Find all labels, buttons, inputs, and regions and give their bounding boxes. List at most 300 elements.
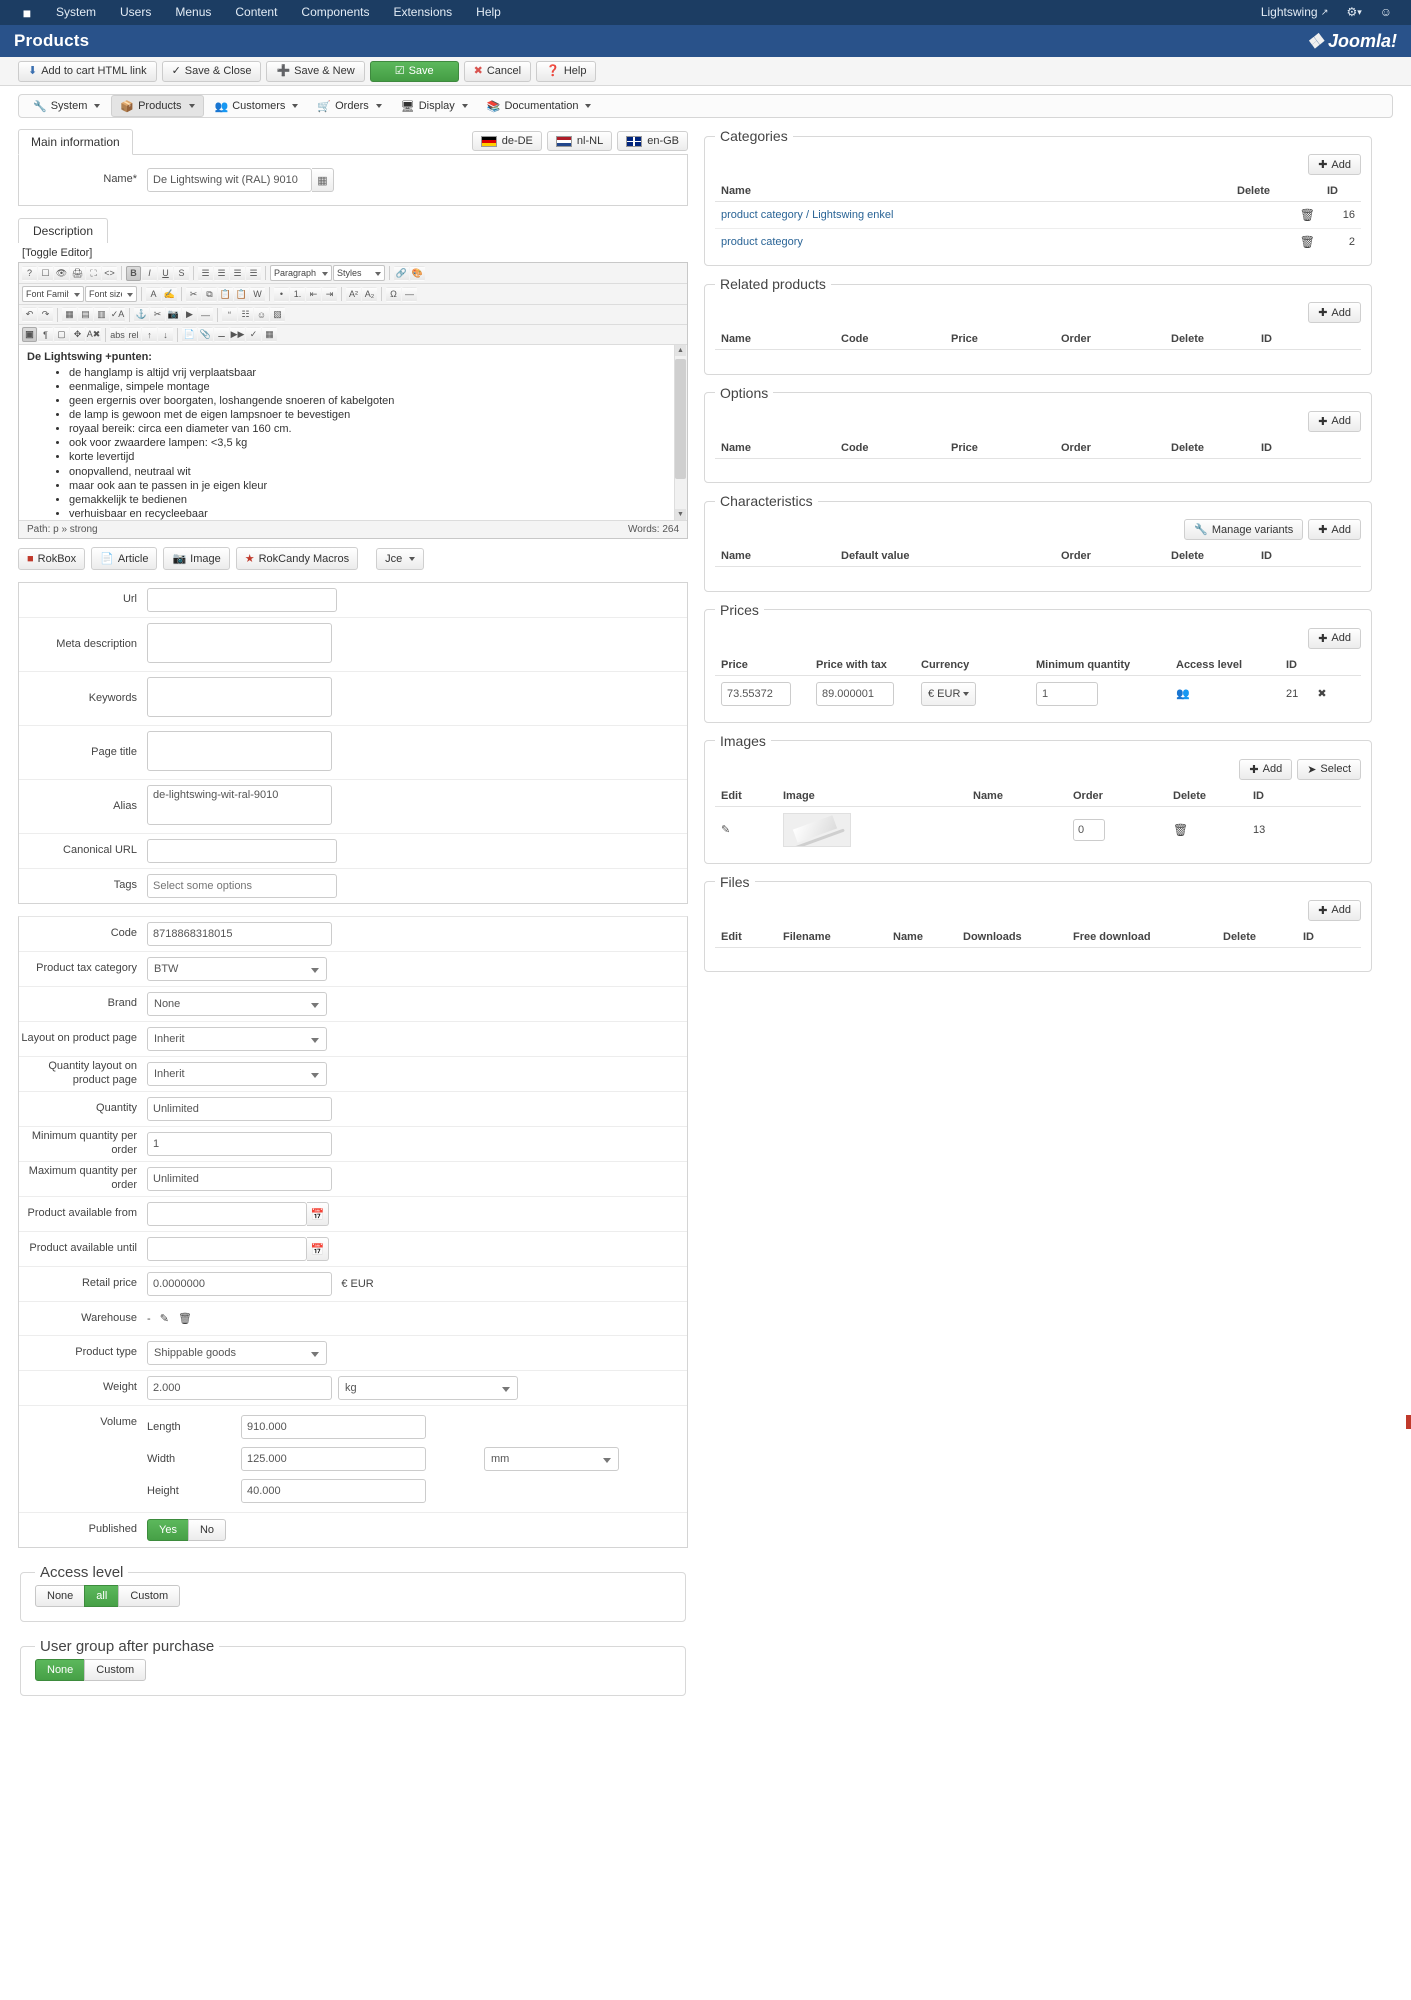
- box-icon: 📦: [120, 100, 135, 113]
- related-products-add-label: Add: [1331, 306, 1351, 319]
- table-row: [715, 675, 1361, 712]
- prices-legend: Prices: [720, 601, 759, 618]
- move-forward-icon[interactable]: ↑: [142, 327, 157, 342]
- seo-fields-panel: [18, 582, 688, 904]
- save-new-label: Save & New: [294, 64, 355, 77]
- link-icon[interactable]: 🔗: [394, 266, 409, 281]
- special-character-icon[interactable]: Ω: [386, 287, 401, 302]
- scroll-down-icon[interactable]: ▼: [675, 509, 686, 520]
- images-add-button[interactable]: [1239, 759, 1292, 780]
- check-icon: ✓: [171, 64, 181, 77]
- menu-components[interactable]: Components: [301, 5, 370, 19]
- alias-input[interactable]: [147, 785, 332, 825]
- retail-price-row: [19, 1267, 687, 1302]
- cut-icon[interactable]: ✂: [186, 287, 201, 302]
- subnav-label-documentation: Documentation: [504, 100, 579, 112]
- length-label: Length: [147, 1421, 181, 1433]
- download-icon: ⬇: [28, 64, 38, 77]
- save-button[interactable]: [370, 61, 459, 82]
- font-family-select[interactable]: [22, 286, 84, 302]
- italic-icon[interactable]: I: [142, 266, 157, 281]
- list-item: • royaal bereik: circa een diameter van 160 cm.: [69, 422, 679, 436]
- user-icon[interactable]: ☺: [1379, 5, 1392, 19]
- align-right-icon[interactable]: ☰: [230, 266, 245, 281]
- price-input[interactable]: [721, 682, 791, 706]
- options-col-order: Order: [1055, 438, 1165, 459]
- move-backward-icon[interactable]: ↓: [158, 327, 173, 342]
- product-type-select[interactable]: [147, 1341, 327, 1365]
- editor-toolbar-row-3: [19, 305, 687, 325]
- images-add-label: Add: [1262, 763, 1283, 775]
- weight-unit-select[interactable]: [338, 1376, 518, 1400]
- brand-label: Brand: [107, 997, 137, 1010]
- style-abs-icon[interactable]: abs: [110, 327, 125, 342]
- menu-users[interactable]: Users: [120, 5, 152, 19]
- subnav-item-system[interactable]: [25, 95, 108, 117]
- site-name-link[interactable]: [1252, 0, 1338, 25]
- prices-table: [715, 655, 1361, 712]
- retail-price-input[interactable]: [147, 1272, 332, 1296]
- files-col-filename: Filename: [777, 927, 887, 948]
- lang-button-gb[interactable]: [617, 131, 688, 151]
- list-item: • korte levertijd: [69, 450, 679, 464]
- images-col-name: Name: [967, 786, 1067, 807]
- source-code-icon[interactable]: <>: [102, 266, 117, 281]
- subnav-label-display: Display: [418, 100, 455, 112]
- published-no-button[interactable]: No: [188, 1519, 226, 1541]
- height-input[interactable]: [241, 1479, 426, 1503]
- left-column-spacer: [18, 1696, 688, 1726]
- editor-select-label: Jce: [385, 552, 403, 565]
- available-until-row: [19, 1232, 687, 1267]
- editor-select[interactable]: [376, 548, 424, 570]
- align-justify-icon[interactable]: ☰: [246, 266, 261, 281]
- subnav-item-customers[interactable]: [207, 95, 307, 117]
- subnav-item-display[interactable]: [393, 95, 476, 117]
- quantity-input[interactable]: [147, 1097, 332, 1121]
- insert-layer-icon[interactable]: ▢: [54, 327, 69, 342]
- maximum-quantity-input[interactable]: [147, 1167, 332, 1191]
- image-icon: 📷: [172, 553, 187, 565]
- paste-word-icon[interactable]: W: [250, 287, 265, 302]
- characteristics-col-default: Default value: [835, 546, 1055, 567]
- rokbox-button[interactable]: [18, 548, 85, 570]
- name-input-addon-icon[interactable]: ▦: [312, 168, 334, 192]
- published-toggle: [147, 1519, 226, 1541]
- prices-col-price: Price: [715, 655, 810, 676]
- subscript-icon[interactable]: A₂: [362, 287, 377, 302]
- meta-description-label: Meta description: [56, 637, 137, 650]
- name-field-label: Name *: [19, 173, 147, 187]
- related-products-add-button[interactable]: [1308, 302, 1361, 323]
- related-col-price: Price: [945, 329, 1055, 350]
- table-row: [715, 806, 1361, 853]
- tab-main-information[interactable]: Main information: [18, 129, 133, 155]
- editor-scroll-thumb[interactable]: [675, 359, 686, 479]
- move-layer-icon[interactable]: ✥: [70, 327, 85, 342]
- url-row: [19, 583, 687, 618]
- layer-icon[interactable]: ▧: [270, 307, 285, 322]
- subnav-item-orders[interactable]: [309, 95, 389, 117]
- options-add-button[interactable]: [1308, 411, 1361, 432]
- minimum-quantity-row: [19, 1127, 687, 1162]
- table-icon[interactable]: ▦: [62, 307, 77, 322]
- outdent-icon[interactable]: ⇤: [306, 287, 321, 302]
- list-item: • de hanglamp is altijd vrij verplaatsbaar: [69, 366, 679, 380]
- align-left-icon[interactable]: ☰: [198, 266, 213, 281]
- calendar-icon[interactable]: 📅: [307, 1237, 329, 1261]
- options-col-price: Price: [945, 438, 1055, 459]
- page-title: Products: [14, 31, 90, 50]
- rokbox-icon: ■: [27, 552, 34, 565]
- paragraph-format-select[interactable]: [270, 265, 332, 281]
- related-products-table: [715, 329, 1361, 364]
- list-item: • onopvallend, neutraal wit: [69, 465, 679, 479]
- table-column-icon[interactable]: ▥: [94, 307, 109, 322]
- scroll-up-icon[interactable]: ▲: [675, 345, 686, 356]
- options-col-name: Name: [715, 438, 835, 459]
- image-id: 13: [1253, 823, 1266, 836]
- style-rel-icon[interactable]: rel: [126, 327, 141, 342]
- characteristics-legend: Characteristics: [720, 493, 813, 509]
- categories-table: [715, 181, 1361, 255]
- table-row-icon[interactable]: ▤: [78, 307, 93, 322]
- user-group-none-button[interactable]: None: [35, 1659, 85, 1681]
- options-toolbar: [715, 411, 1361, 432]
- quantity-layout-row: [19, 1057, 687, 1092]
- image-button[interactable]: [163, 547, 229, 570]
- help-icon[interactable]: ?: [22, 266, 37, 281]
- canonical-url-input[interactable]: [147, 839, 337, 863]
- table-row: [715, 229, 1361, 256]
- user-group-custom-button[interactable]: Custom: [84, 1659, 146, 1681]
- align-center-icon[interactable]: ☰: [214, 266, 229, 281]
- brand-select[interactable]: [147, 992, 327, 1016]
- help-label: Help: [563, 64, 587, 77]
- help-icon: ❓: [546, 64, 560, 77]
- prices-fieldset: [704, 602, 1372, 723]
- spellcheck-icon[interactable]: ✓A: [110, 307, 125, 322]
- indent-icon[interactable]: ⇥: [322, 287, 337, 302]
- menu-extensions[interactable]: Extensions: [393, 5, 453, 19]
- subnav-item-products[interactable]: [111, 95, 203, 117]
- images-col-id: ID: [1247, 786, 1361, 807]
- lang-button-nl[interactable]: [547, 131, 612, 151]
- keywords-label: Keywords: [88, 691, 137, 704]
- tags-input[interactable]: [147, 874, 337, 898]
- editor-toolbar-row-4: [19, 325, 687, 345]
- images-col-image: Image: [777, 786, 967, 807]
- print-icon[interactable]: 🖨: [70, 266, 85, 281]
- add-to-cart-html-link-button[interactable]: [18, 61, 157, 82]
- grid-icon[interactable]: ▦: [262, 327, 277, 342]
- check-in-icon[interactable]: ✓: [246, 327, 261, 342]
- users-icon: 👥: [214, 100, 229, 113]
- category-link[interactable]: product category: [721, 236, 803, 248]
- characteristics-col-name: Name: [715, 546, 835, 567]
- toggle-editor-link[interactable]: [Toggle Editor]: [22, 247, 93, 259]
- image-order-input[interactable]: [1073, 819, 1105, 841]
- edit-pencil-icon[interactable]: ✎: [159, 1313, 169, 1325]
- paste-text-icon[interactable]: 📋: [234, 287, 249, 302]
- cancel-icon: ✖: [473, 64, 483, 77]
- published-row: [19, 1513, 687, 1547]
- strikethrough-icon[interactable]: S: [174, 266, 189, 281]
- paragraph-mark-icon[interactable]: ¶: [38, 327, 53, 342]
- length-input[interactable]: [241, 1415, 426, 1439]
- fullscreen-icon[interactable]: ⛶: [86, 266, 101, 281]
- editor-path: Path: p » strong: [27, 524, 98, 535]
- paste-icon[interactable]: 📋: [218, 287, 233, 302]
- save-close-button[interactable]: [162, 61, 262, 82]
- category-id: 16: [1321, 202, 1361, 229]
- product-tax-category-select[interactable]: [147, 957, 327, 981]
- numbered-list-icon[interactable]: 1.: [290, 287, 305, 302]
- component-subnav-wrapper: [0, 86, 1411, 118]
- prices-toolbar: [715, 628, 1361, 649]
- page-title-input[interactable]: [147, 731, 332, 771]
- files-col-free-download: Free download: [1067, 927, 1217, 948]
- product-image-thumbnail[interactable]: [783, 813, 851, 847]
- lang-button-de[interactable]: [472, 131, 542, 151]
- files-add-label: Add: [1331, 904, 1351, 916]
- subnav-item-documentation[interactable]: [479, 95, 600, 117]
- save-new-button[interactable]: [266, 61, 364, 82]
- remove-format-icon[interactable]: A✖: [86, 327, 101, 342]
- trash-icon[interactable]: 🗑: [1173, 822, 1189, 837]
- files-add-button[interactable]: [1308, 900, 1361, 921]
- options-col-delete: Delete: [1165, 438, 1255, 459]
- book-icon: 📚: [486, 100, 501, 113]
- product-tax-category-label: Product tax category: [36, 962, 137, 975]
- article-button[interactable]: [91, 547, 157, 570]
- prices-col-currency: Currency: [915, 655, 1030, 676]
- image-icon[interactable]: 📷: [166, 307, 181, 322]
- rokbox-label: RokBox: [37, 552, 77, 565]
- plus-icon: ✚: [1318, 415, 1328, 428]
- paint-icon[interactable]: 🎨: [410, 266, 425, 281]
- layout-label: Layout on product page: [21, 1032, 137, 1045]
- prices-col-id: ID: [1280, 655, 1361, 676]
- page-break-icon[interactable]: ―: [198, 307, 213, 322]
- flag-de-icon: [481, 136, 497, 147]
- maximum-quantity-label: Maximum quantity per order: [28, 1165, 137, 1191]
- published-label: Published: [88, 1523, 137, 1536]
- access-level-all-button[interactable]: all: [84, 1585, 119, 1607]
- menu-system[interactable]: System: [56, 5, 97, 19]
- list-item: • ook voor zwaardere lampen: <3,5 kg: [69, 436, 679, 450]
- rokcandy-macros-button[interactable]: [236, 547, 358, 570]
- folder-icon: ➤: [1307, 763, 1317, 776]
- plus-icon: ✚: [1318, 524, 1328, 536]
- related-products-legend: Related products: [720, 276, 826, 292]
- admin-menu-bar: [0, 0, 1411, 25]
- editor-word-count: Words: 264: [628, 524, 679, 535]
- article-break-icon[interactable]: ⚊: [214, 327, 229, 342]
- price-with-tax-input[interactable]: [816, 682, 894, 706]
- joomla-brand-label: Joomla!: [1327, 30, 1397, 51]
- prices-add-button[interactable]: [1308, 628, 1361, 649]
- language-switcher: [472, 131, 688, 154]
- styles-select[interactable]: [333, 265, 385, 281]
- files-col-downloads: Downloads: [957, 927, 1067, 948]
- insert-file-icon[interactable]: 📄: [182, 327, 197, 342]
- attach-icon[interactable]: 📎: [198, 327, 213, 342]
- minimum-quantity-input[interactable]: [147, 1132, 332, 1156]
- available-from-input[interactable]: [147, 1202, 307, 1226]
- layout-row: [19, 1022, 687, 1057]
- copy-icon[interactable]: ⧉: [202, 287, 217, 302]
- subnav-label-system: System: [50, 100, 88, 112]
- page-title-bar: [0, 25, 1411, 57]
- files-legend: Files: [720, 873, 750, 890]
- options-col-code: Code: [835, 438, 945, 459]
- site-name-label: Lightswing: [1260, 5, 1318, 19]
- images-select-button[interactable]: [1297, 759, 1361, 780]
- user-group-legend: User group after purchase: [40, 1638, 215, 1655]
- volume-unit-select[interactable]: [484, 1447, 619, 1471]
- bold-icon[interactable]: B: [126, 266, 141, 281]
- width-input[interactable]: [241, 1447, 426, 1471]
- tab-description[interactable]: Description: [18, 218, 108, 243]
- category-link[interactable]: product category / Lightswing enkel: [721, 209, 894, 221]
- available-until-input[interactable]: [147, 1237, 307, 1261]
- height-label: Height: [147, 1485, 179, 1497]
- rokcandy-icon: ★: [244, 553, 255, 565]
- calendar-icon[interactable]: 📅: [307, 1202, 329, 1226]
- remove-price-icon[interactable]: ✖: [1317, 688, 1327, 700]
- images-fieldset: [704, 733, 1372, 864]
- lang-label-gb: en-GB: [647, 135, 679, 147]
- published-yes-button[interactable]: Yes: [147, 1519, 189, 1541]
- redo-icon[interactable]: ↷: [38, 307, 53, 322]
- cancel-button[interactable]: [464, 61, 531, 82]
- tags-row: [19, 869, 687, 903]
- url-input[interactable]: [147, 588, 337, 612]
- gear-icon[interactable]: ⚙▾: [1346, 5, 1362, 19]
- menu-menus[interactable]: Menus: [175, 5, 212, 19]
- component-subnav: [18, 94, 1393, 118]
- categories-col-delete: Delete: [1231, 181, 1321, 202]
- preview-icon[interactable]: 👁: [54, 266, 69, 281]
- menu-help[interactable]: Help: [476, 5, 501, 19]
- minimum-quantity-price-input[interactable]: [1036, 682, 1098, 706]
- options-legend: Options: [720, 384, 769, 401]
- images-legend: Images: [720, 732, 766, 749]
- categories-legend: Categories: [720, 128, 788, 144]
- editor-content-area[interactable]: [19, 345, 687, 520]
- name-field-wrap: [147, 163, 687, 197]
- rich-text-editor: [18, 262, 688, 539]
- access-level-none-button[interactable]: None: [35, 1585, 85, 1607]
- template-icon[interactable]: ☷: [238, 307, 253, 322]
- characteristics-add-button[interactable]: [1308, 519, 1361, 540]
- categories-add-button[interactable]: [1308, 154, 1361, 175]
- product-type-row: [19, 1336, 687, 1371]
- access-level-custom-button[interactable]: Custom: [118, 1585, 180, 1607]
- name-input[interactable]: [147, 168, 312, 192]
- alias-row: [19, 780, 687, 834]
- empty-row: [715, 567, 1361, 581]
- prices-col-access: Access level: [1170, 655, 1280, 676]
- new-document-icon[interactable]: ☐: [38, 266, 53, 281]
- retail-price-currency: € EUR: [341, 1278, 374, 1290]
- superscript-icon[interactable]: A²: [346, 287, 361, 302]
- joomla-logo-icon[interactable]: ■: [22, 4, 32, 21]
- weight-row: [19, 1371, 687, 1406]
- access-level-users-icon[interactable]: 👥: [1176, 688, 1190, 700]
- font-size-select[interactable]: [85, 286, 137, 302]
- files-toolbar: [715, 900, 1361, 921]
- quantity-layout-select[interactable]: [147, 1062, 327, 1086]
- media-icon[interactable]: ▶: [182, 307, 197, 322]
- save-disk-icon: ☑: [394, 64, 405, 77]
- name-row: [19, 163, 687, 197]
- options-add-label: Add: [1331, 415, 1351, 427]
- list-item: • gemakkelijk te bedienen: [69, 493, 679, 507]
- available-until-label: Product available until: [29, 1242, 137, 1255]
- unlink-icon[interactable]: ✂: [150, 307, 165, 322]
- wrench-icon: 🔧: [1194, 524, 1208, 536]
- characteristics-col-id: ID: [1255, 546, 1361, 567]
- currency-select[interactable]: [921, 682, 976, 706]
- code-input[interactable]: [147, 922, 332, 946]
- image-label: Image: [190, 552, 221, 565]
- trash-icon[interactable]: 🗑: [178, 1313, 192, 1325]
- main-tabs-row: [18, 128, 688, 154]
- anchor-icon[interactable]: ⚓: [134, 307, 149, 322]
- trash-icon[interactable]: 🗑: [1299, 235, 1315, 249]
- help-button[interactable]: [536, 61, 596, 82]
- toggle-blocks-icon[interactable]: ▣: [22, 327, 37, 342]
- page-title-label: Page title: [91, 745, 137, 758]
- product-type-label: Product type: [75, 1346, 137, 1359]
- blockquote-icon[interactable]: “: [222, 307, 237, 322]
- images-table: [715, 786, 1361, 853]
- bullet-list-icon[interactable]: •: [274, 287, 289, 302]
- options-col-id: ID: [1255, 438, 1361, 459]
- article-label: Article: [117, 552, 149, 565]
- text-color-icon[interactable]: A: [146, 287, 161, 302]
- meta-description-input[interactable]: [147, 623, 332, 663]
- underline-icon[interactable]: U: [158, 266, 173, 281]
- emoticon-icon[interactable]: ☺: [254, 307, 269, 322]
- page-title-row: [19, 726, 687, 780]
- edit-pencil-icon[interactable]: ✎: [721, 824, 731, 836]
- prices-col-price-with-tax: Price with tax: [810, 655, 915, 676]
- trash-icon[interactable]: 🗑: [1299, 208, 1315, 222]
- volume-height-row: [147, 1475, 687, 1507]
- images-col-order: Order: [1067, 786, 1167, 807]
- editor-toolbar: [0, 57, 1411, 86]
- horizontal-rule-icon[interactable]: —: [402, 287, 417, 302]
- manage-variants-button[interactable]: [1184, 519, 1303, 540]
- layout-select[interactable]: [147, 1027, 327, 1051]
- cancel-label: Cancel: [486, 64, 522, 77]
- weight-input[interactable]: [147, 1376, 332, 1400]
- weight-label: Weight: [102, 1381, 137, 1394]
- undo-icon[interactable]: ↶: [22, 307, 37, 322]
- rokcandy-label: RokCandy Macros: [258, 552, 350, 565]
- related-col-id: ID: [1255, 329, 1361, 350]
- readmore-icon[interactable]: ▶▶: [230, 327, 245, 342]
- files-col-delete: Delete: [1217, 927, 1297, 948]
- keywords-input[interactable]: [147, 677, 332, 717]
- menu-content[interactable]: Content: [235, 5, 278, 19]
- related-col-name: Name: [715, 329, 835, 350]
- editor-scrollbar[interactable]: [674, 345, 687, 520]
- background-color-icon[interactable]: ✍: [162, 287, 177, 302]
